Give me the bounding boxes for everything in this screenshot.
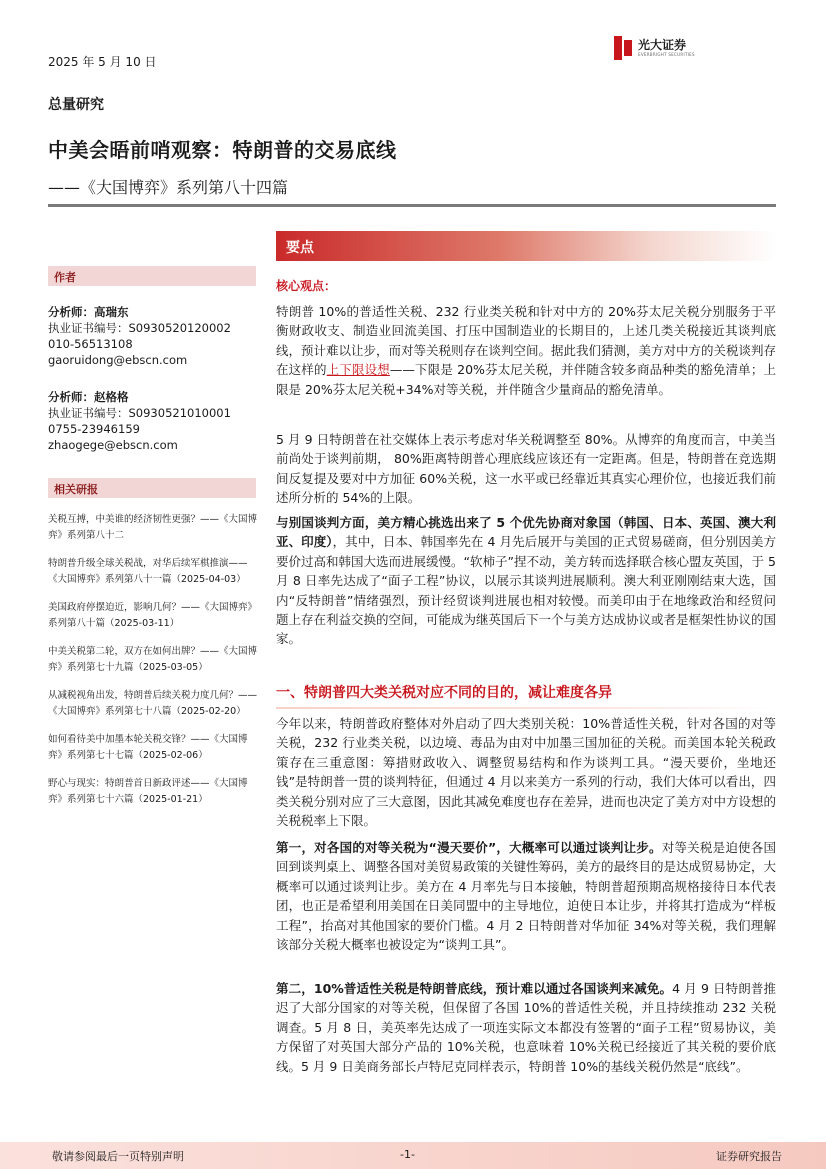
paragraph-reciprocal-tariff: [276, 838, 776, 954]
related-report-item[interactable]: 中美关税第二轮，双方在如何出牌？——《大国博弈》系列第七十九篇（2025-03-05）: [48, 646, 258, 673]
paragraph-lead: 与别国谈判方面，美方精心挑选出来了 5 个优先协商对象国（韩国、日本、英国、澳大利亚、印度）: [276, 515, 776, 550]
paragraph-lead: 第一，对各国的对等关税为“漫天要价”，大概率可以通过谈判让步。: [276, 840, 662, 855]
analyst-email[interactable]: zhaogege@ebscn.com: [48, 438, 178, 452]
authors-heading: 作者: [48, 266, 256, 286]
analyst-card-1: [48, 304, 258, 368]
paragraph-other-countries: [276, 513, 776, 649]
key-points-heading: 要点: [286, 240, 314, 256]
key-points-banner: [276, 231, 776, 261]
paragraph-lead: 第二，10%普适性关税是特朗普底线，预计难以通过各国谈判来减免。: [276, 981, 673, 996]
related-report-item[interactable]: 关税互搏，中美谁的经济韧性更强？——《大国博弈》系列第八十二: [48, 514, 258, 541]
report-date: 2025 年 5 月 10 日: [48, 55, 157, 69]
related-report-item[interactable]: 从减税视角出发，特朗普后续关税力度几何？——《大国博弈》系列第七十八篇（2025-02-20）: [48, 690, 258, 717]
analyst-cert: 执业证书编号：S0930520120002: [48, 321, 231, 335]
related-reports-heading: 相关研报: [48, 478, 256, 498]
report-category: 总量研究: [48, 97, 104, 113]
paragraph-text: 4 月 9 日特朗普推迟了大部分国家的对等关税，但保留了各国 10%的普适性关税，并且持续推动 232 关税调查。5 月 8 日，美英率先达成了一项连实际文本都没有签署的“面子工程”贸易协议，美方保留了对英国大部分产品的 10%关税，也意味着 10%关税已经接近了其关税的要价底线。5 月 9 日美商务部长卢特尼克同样表示，特朗普 10%的基线关税仍然是“底线”。: [276, 981, 776, 1074]
title-divider: [48, 204, 776, 207]
range-hypothesis-link[interactable]: 上下限设想: [326, 362, 390, 378]
analyst-name: 分析师：赵格格: [48, 390, 129, 404]
disclaimer-note[interactable]: 敬请参阅最后一页特别声明: [52, 1150, 184, 1163]
related-report-item[interactable]: 野心与现实：特朗普首日新政评述——《大国博弈》系列第七十六篇（2025-01-21）: [48, 778, 248, 805]
report-subtitle: ——《大国博弈》系列第八十四篇: [48, 178, 289, 197]
analyst-name: 分析师：高瑞东: [48, 305, 129, 319]
paragraph-text: 特朗普 10%的普适性关税、232 行业类关税和针对中方的 20%芬太尼关税分别服务于平衡财政收支、制造业回流美国、打压中国制造业的长期目的，上述几类关税接近其谈判底线，预计难以让步，而对等关税则存在谈判空间。据此我们猜测，美方对中方的关税谈判存在这样的: [276, 304, 777, 378]
paragraph-text: ，其中，日本、韩国率先在 4 月先后展开与美国的正式贸易磋商，但分别因美方要价过高和韩国大选而进展缓慢。“软柿子”捏不动，美方转而选择联合核心盟友英国，于 5 月 8 日率先达成了“面子工程”协议，以展示其谈判进展顺利。澳大利亚刚刚结束大选，国内“反特朗普”情绪强烈，预计经贸谈判进展也相对较慢。而美印由于在地缘政治和经贸问题上存在利益交换的空间，可能成为继英国后下一个与美方达成协议或者是框架性协议的国家。: [276, 534, 777, 647]
paragraph-text: 对等关税是迫使各国回到谈判桌上、调整各国对美贸易政策的关键性筹码，美方的最终目的是达成贸易协定，大概率可以通过谈判让步。美方在 4 月率先与日本接触，特朗普超预期高规格接待日本代表团，也正是希望利用美国在日美同盟中的主导地位，迫使日本让步，并将其打造成为“样板工程”，抬高对其他国家的要价门槛。4 月 2 日特朗普对华加征 34%对等关税，我们理解该部分关税大概率也被设定为“谈判工具”。: [276, 840, 777, 953]
logo-subtext: EVERBRIGHT SECURITIES: [638, 52, 695, 57]
analyst-email[interactable]: gaoruidong@ebscn.com: [48, 353, 188, 367]
brand-logo: [614, 36, 724, 62]
paragraph-baseline-tariff: [276, 979, 776, 1076]
related-report-item[interactable]: 特朗普升级全球关税战，对华后续军棋推演——《大国博弈》系列第八十一篇（2025-04-03）: [48, 558, 248, 585]
analyst-card-2: [48, 389, 258, 453]
related-report-item[interactable]: 美国政府停摆迫近，影响几何？——《大国博弈》系列第八十篇（2025-03-11）: [48, 602, 258, 629]
analyst-phone: 010-56513108: [48, 337, 133, 351]
analyst-cert: 执业证书编号：S0930521010001: [48, 406, 231, 420]
logo-mark-icon: [614, 36, 632, 60]
analyst-phone: 0755-23946159: [48, 422, 140, 436]
related-reports-list: [48, 512, 258, 820]
page-footer: [0, 1142, 826, 1169]
logo-text: 光大证券: [638, 38, 687, 52]
paragraph-text: ——下限是 20%芬太尼关税，并伴随含较多商品种类的豁免清单；上限是 20%芬太尼关税+34%对等关税，并伴随含少量商品的豁免清单。: [276, 362, 776, 397]
section-heading-1: 一、特朗普四大类关税对应不同的目的，减让难度各异: [276, 685, 612, 701]
related-report-item[interactable]: 如何看待美中加墨本轮关税交锋？——《大国博弈》系列第七十七篇（2025-02-06）: [48, 734, 248, 761]
page-number: -1-: [400, 1148, 415, 1161]
core-view-label: 核心观点：: [276, 279, 337, 293]
section-divider: [276, 707, 776, 709]
paragraph-core-view: [276, 302, 776, 399]
paragraph-80-percent: 5 月 9 日特朗普在社交媒体上表示考虑对华关税调整至 80%。从博弈的角度而言，中美当前尚处于谈判前期， 80%距离特朗普心理底线应该还有一定距离。但是，特朗普在竞选期间反复提及要对中方加征 60%关税，这一水平或已经靠近其真实心理价位，也接近我们前述所分析的 54%的上限。: [276, 432, 776, 506]
report-type: 证券研究报告: [716, 1150, 782, 1163]
report-title: 中美会晤前哨观察：特朗普的交易底线: [48, 138, 397, 162]
paragraph-four-tariffs: 今年以来，特朗普政府整体对外启动了四大类别关税：10%普适性关税，针对各国的对等关税，232 行业类关税，以边境、毒品为由对中加墨三国加征的关税。而美国本轮关税政策存在三重意图：筹措财政收入、调整贸易结构和作为谈判工具。“漫天要价，坐地还钱”是特朗普一贯的谈判特征，但通过 4 月以来美方一系列的行动，我们大体可以看出，四类关税分别对应了三大意图，因此其减免难度也存在差异，进而也决定了美方对中方设想的关税税率上下限。: [276, 716, 777, 829]
